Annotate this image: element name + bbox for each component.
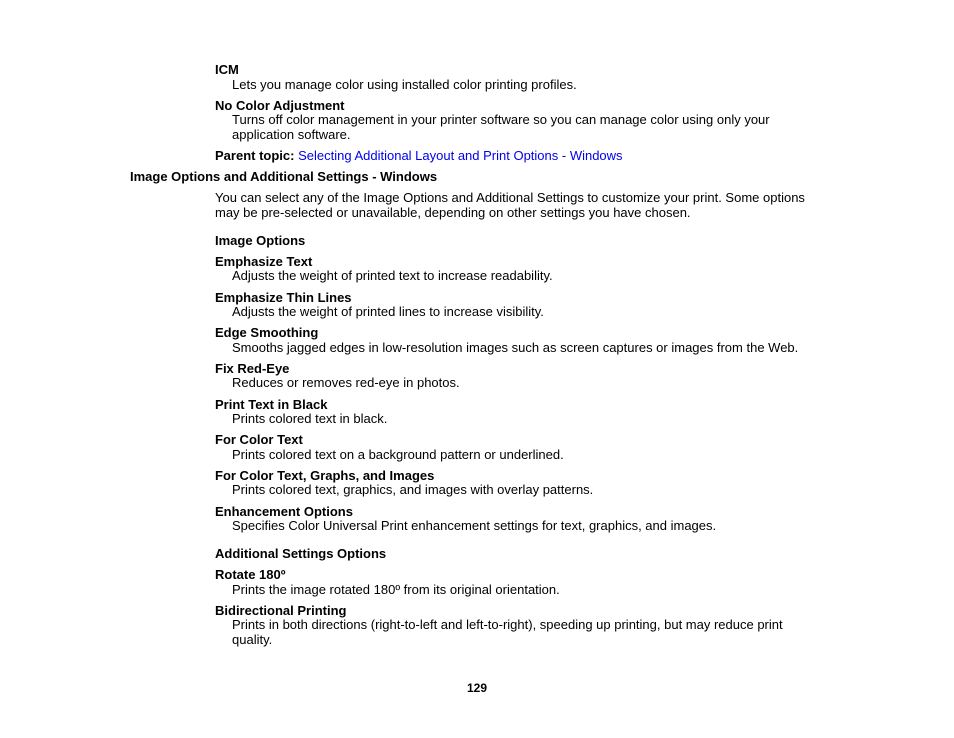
desc-emphasize-thin-lines: Adjusts the weight of printed lines to increase visibility. — [232, 304, 544, 319]
desc-bidirectional-printing-line2: quality. — [232, 632, 273, 647]
desc-edge-smoothing: Smooths jagged edges in low-resolution images such as screen captures or images from the Web. — [232, 340, 799, 355]
term-print-text-in-black: Print Text in Black — [215, 397, 328, 412]
image-options-heading: Image Options — [215, 233, 306, 248]
desc-print-text-in-black: Prints colored text in black. — [232, 411, 388, 426]
term-rotate-180: Rotate 180º — [215, 567, 286, 582]
desc-bidirectional-printing-line1: Prints in both directions (right-to-left and left-to-right), speeding up printing, but may reduce print — [232, 617, 783, 632]
desc-emphasize-text: Adjusts the weight of printed text to increase readability. — [232, 268, 553, 283]
intro-line1: You can select any of the Image Options and Additional Settings to customize your print. Some options — [215, 190, 805, 205]
desc-for-color-text-graphs-images: Prints colored text, graphics, and images with overlay patterns. — [232, 482, 594, 497]
additional-settings-heading: Additional Settings Options — [215, 546, 387, 561]
desc-rotate-180: Prints the image rotated 180º from its original orientation. — [232, 582, 560, 597]
term-edge-smoothing: Edge Smoothing — [215, 325, 319, 340]
intro-line2: may be pre-selected or unavailable, depending on other settings you have chosen. — [215, 205, 691, 220]
term-for-color-text: For Color Text — [215, 432, 303, 447]
term-enhancement-options: Enhancement Options — [215, 504, 353, 519]
desc-no-color-adjustment-line1: Turns off color management in your printer software so you can manage color using only your — [232, 112, 770, 127]
term-fix-red-eye: Fix Red-Eye — [215, 361, 290, 376]
term-emphasize-text: Emphasize Text — [215, 254, 313, 269]
desc-no-color-adjustment-line2: application software. — [232, 127, 351, 142]
term-for-color-text-graphs-images: For Color Text, Graphs, and Images — [215, 468, 435, 483]
desc-enhancement-options: Specifies Color Universal Print enhancement settings for text, graphics, and images. — [232, 518, 717, 533]
desc-icm: Lets you manage color using installed color printing profiles. — [232, 77, 577, 92]
term-icm: ICM — [215, 62, 239, 77]
desc-fix-red-eye: Reduces or removes red-eye in photos. — [232, 375, 460, 390]
term-no-color-adjustment: No Color Adjustment — [215, 98, 345, 113]
section-title: Image Options and Additional Settings - Windows — [130, 169, 438, 184]
parent-topic-label: Parent topic: — [215, 148, 295, 163]
desc-for-color-text: Prints colored text on a background pattern or underlined. — [232, 447, 564, 462]
term-bidirectional-printing: Bidirectional Printing — [215, 603, 347, 618]
term-emphasize-thin-lines: Emphasize Thin Lines — [215, 290, 352, 305]
parent-topic — [215, 148, 623, 163]
page-number: 129 — [466, 681, 488, 695]
parent-topic-link[interactable]: Selecting Additional Layout and Print Options - Windows — [298, 148, 623, 163]
